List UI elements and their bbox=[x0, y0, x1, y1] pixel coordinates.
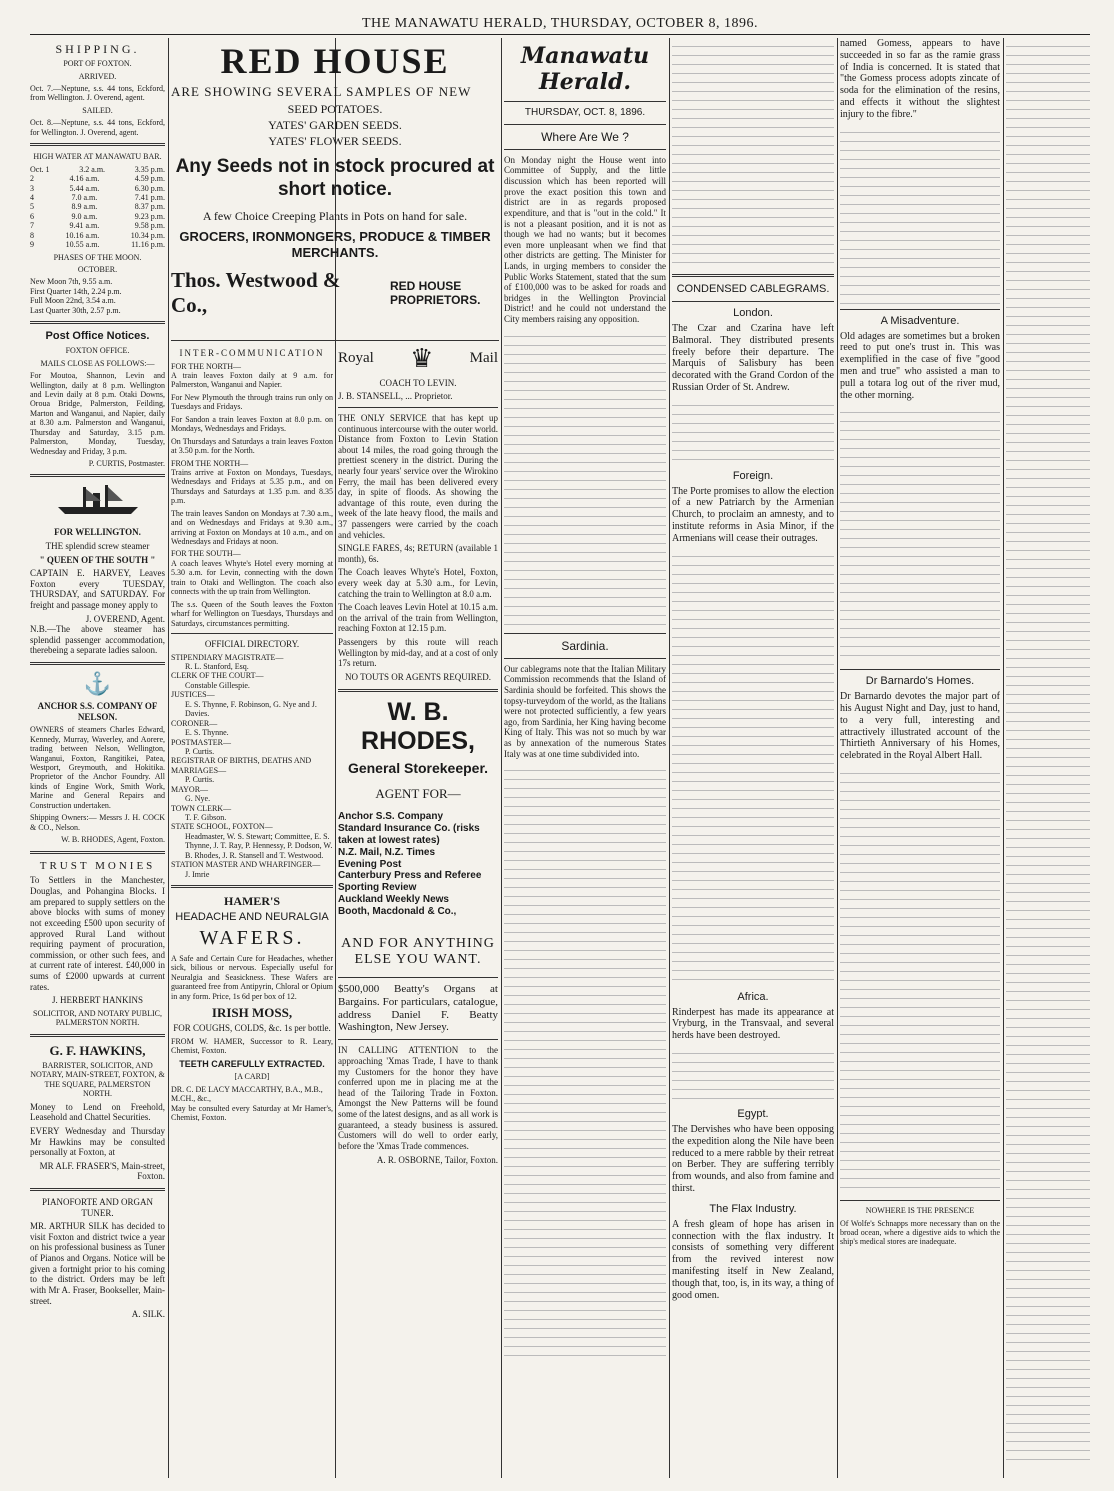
hamer-wafers: WAFERS. bbox=[199, 927, 305, 950]
directory-label: MAYOR— bbox=[171, 784, 209, 794]
masthead-title: THE MANAWATU HERALD, THURSDAY, OCTOBER 8, 1896. bbox=[362, 16, 758, 31]
article-text bbox=[1006, 38, 1090, 1468]
hawkins-money: Money to Lend on Freehold, Leasehold and Chattel Securities. bbox=[30, 1101, 165, 1123]
coach-passengers: Passengers by this route will reach Wellington by mid-day, and at a cost of only 17s return. bbox=[338, 637, 498, 669]
anchor-sign: W. B. RHODES, Agent, Foxton. bbox=[61, 835, 165, 845]
directory-value: R. L. Stanford, Esq. bbox=[185, 662, 249, 672]
royal-mail-header bbox=[338, 344, 498, 375]
red-house-item: YATES' FLOWER SEEDS. bbox=[268, 134, 402, 149]
foreign-continued bbox=[672, 548, 834, 988]
leader-heading: Where Are We ? bbox=[541, 129, 629, 144]
column-3 bbox=[338, 344, 498, 1478]
africa-continued bbox=[672, 1045, 834, 1105]
intercom-text: On Thursdays and Saturdays a train leaves Foxton at 3.50 p.m. for the North. bbox=[171, 436, 333, 456]
nowhere-heading: NOWHERE IS THE PRESENCE bbox=[865, 1206, 975, 1216]
article-text bbox=[672, 38, 834, 268]
leader-continued bbox=[504, 328, 666, 628]
red-house-firm2: RED HOUSE PROPRIETORS. bbox=[389, 278, 481, 307]
arrived-text: Oct. 7.—Neptune, s.s. 44 tons, Eckford, from Wellington. J. Overend, agent. bbox=[30, 84, 165, 103]
tide-row: 9 10.55 a.m. 11.16 p.m. bbox=[30, 240, 165, 250]
directory-value: E. S. Thynne. bbox=[185, 728, 229, 738]
africa-heading: Africa. bbox=[737, 990, 769, 1003]
intercom-text: Trains arrive at Foxton on Mondays, Tuesdays, Wednesdays and Fridays at 5.35 p.m., and on Thursdays and Saturdays at 1.35 p.m. and 8.35 p.m. bbox=[171, 467, 333, 506]
directory-label: CLERK OF THE COURT— bbox=[171, 671, 264, 681]
hamer-heading: HAMER'S bbox=[223, 894, 280, 909]
coach-fares: SINGLE FARES, 4s; RETURN (available 1 month), 6s. bbox=[338, 543, 498, 564]
trust-sign2: SOLICITOR, AND NOTARY PUBLIC, PALMERSTON NORTH. bbox=[33, 1008, 162, 1028]
intercom-text: For Sandon a train leaves Foxton at 8.0 p.m. on Mondays, Wednesdays and Fridays. bbox=[171, 414, 333, 434]
directory-value: J. Imrie bbox=[185, 869, 210, 879]
directory-value: Headmaster, W. S. Stewart; Committee, E. S. Thynne, J. T. Ray, P. Hennessy, P. Dodson, W. B. Rhodes, J. R. Stansell and T. Westwood. bbox=[185, 831, 333, 860]
tide-row: 2 4.16 a.m. 4.59 p.m. bbox=[30, 174, 165, 184]
foreign-heading: Foreign. bbox=[732, 469, 774, 482]
sardinia-body: Our cablegrams note that the Italian Military Commission recommends that the Island of Sardinia should be forfeited. This shows the topsy-turveydom of the world, as the Italians were not protected sufficiently, a few years ago, from Sardinia, her King having become King of Italy. This was not so much by war as by annexation of the numerous States Italy was at one time subdivided into. bbox=[504, 663, 666, 759]
column-rule bbox=[837, 38, 838, 1478]
wellington-heading: FOR WELLINGTON. bbox=[54, 527, 141, 538]
crest-icon: ♛ bbox=[410, 344, 434, 373]
foreign-body: The Porte promises to allow the election of a new Patriarch by the Armenian Church, to proclaim an amnesty, and to institute reforms in Asia Minor, if the Armenians will cease their outrages. bbox=[672, 485, 834, 544]
wellington-line1: THE splendid screw steamer bbox=[45, 541, 150, 551]
moon-month: OCTOBER. bbox=[77, 265, 118, 275]
red-house-plants: A few Choice Creeping Plants in Pots on hand for sale. bbox=[202, 209, 468, 224]
column-4 bbox=[504, 38, 666, 1478]
herald-date: THURSDAY, OCT. 8, 1896. bbox=[524, 106, 646, 118]
directory-label: TOWN CLERK— bbox=[171, 803, 232, 813]
red-house-ad bbox=[171, 38, 499, 338]
rhodes-and: AND FOR ANYTHING ELSE YOU WANT. bbox=[341, 935, 495, 968]
port-label: PORT OF FOXTON. bbox=[63, 59, 132, 69]
hamer-teeth: TEETH CAREFULLY EXTRACTED. bbox=[179, 1058, 325, 1069]
herald-title: Manawatu Herald. bbox=[520, 43, 650, 95]
rhodes-item: Evening Post bbox=[338, 858, 402, 870]
column-6 bbox=[840, 38, 1000, 1478]
london-continued bbox=[672, 397, 834, 467]
red-house-lead: ARE SHOWING SEVERAL SAMPLES OF NEW bbox=[171, 84, 472, 100]
anchor-icon: ⚓ bbox=[83, 671, 112, 697]
directory-value: Constable Gillespie. bbox=[185, 680, 250, 690]
directory-value: P. Curtis. bbox=[185, 775, 215, 785]
tide-row: 4 7.0 a.m. 7.41 p.m. bbox=[30, 192, 165, 202]
wellington-body: CAPTAIN E. HARVEY, Leaves Foxton every TUESDAY, THURSDAY, and SATURDAY. For freight and passage money apply to bbox=[30, 568, 165, 611]
london-body: The Czar and Czarina have left Balmoral. They distributed presents freely before their departure. The Marquis of Salisbury has been decorated with the Grand Cordon of the Russian Order of St. Andrew. bbox=[672, 322, 834, 393]
red-house-item: YATES' GARDEN SEEDS. bbox=[268, 117, 402, 132]
directory-label: POSTMASTER— bbox=[171, 737, 232, 747]
hawkins-heading: G. F. HAWKINS, bbox=[49, 1042, 146, 1058]
column-1 bbox=[30, 38, 165, 1478]
tide-row: 3 5.44 a.m. 6.30 p.m. bbox=[30, 183, 165, 193]
rhodes-agent: AGENT FOR— bbox=[375, 786, 461, 802]
tide-row: 5 8.9 a.m. 8.37 p.m. bbox=[30, 202, 165, 212]
intercom-text: The train leaves Sandon on Mondays at 7.30 a.m., and on Wednesdays and Fridays at 9.30 a.m., arriving at Foxton on Mondays at 10 a.m., and on Wednesdays and Fridays at noon. bbox=[171, 508, 333, 547]
rhodes-heading: W. B. RHODES, bbox=[361, 697, 475, 756]
egypt-body: The Dervishes who have been opposing the expedition along the Nile have been reduced to a mere rabble by their retreat on Berber. They are suffering terribly from wounds, and also from famine and thirst. bbox=[672, 1124, 834, 1194]
hamer-sub: HEADACHE AND NEURALGIA bbox=[175, 911, 329, 924]
intercom-north-label: FOR THE NORTH— bbox=[171, 361, 242, 371]
anchor-body: OWNERS of steamers Charles Edward, Kennedy, Murray, Waverley, and Aorere, trading between Nelson, Wellington, Wanganui, Foxton, Rangitikei, Patea, Westport, Greymouth, and Hokitika. Proprietor of the Anchor Foundry. All kinds of Engine Work, Smith Work, Marine and General Repairs and Construction undertaken. bbox=[30, 725, 165, 810]
coach-return: The Coach leaves Levin Hotel at 10.15 a.m. on the arrival of the train from Wellington, reaching Foxton at 12.15 p.m. bbox=[338, 602, 498, 634]
rhodes-item: Anchor S.S. Company bbox=[338, 811, 444, 823]
hamer-moss-body: FOR COUGHS, COLDS, &c. 1s per bottle. bbox=[173, 1023, 331, 1034]
rhodes-item: N.Z. Mail, N.Z. Times bbox=[338, 846, 436, 858]
misadventure-continued bbox=[840, 404, 1000, 664]
coach-leaves: The Coach leaves Whyte's Hotel, Foxton, every week day at 5.30 a.m., for Levin, catching the train to Wellington at 8.0 a.m. bbox=[338, 567, 498, 599]
coach-body: THE ONLY SERVICE that has kept up continuous intercourse with the outer world. Distance from Foxton to Levin Station about 14 miles, the road going through the prettiest scenery in the district. During the nearly four years' service over the Wirokino Ferry, the mail has been delivered every day, in spite of floods. As showing the advantage of this route, even during the week of the late heavy flood, the mails and 37 passengers were carried by the coach and vehicles. bbox=[338, 412, 498, 540]
shipping-heading: SHIPPING. bbox=[55, 42, 140, 56]
masthead bbox=[30, 16, 1090, 35]
organs-ad: $500,000 Beatty's Organs at Bargains. For particulars, catalogue, address Daniel F. Beatty Washington, New Jersey. bbox=[338, 982, 498, 1034]
directory-value: P. Curtis. bbox=[185, 746, 215, 756]
misadventure-body: Old adages are sometimes but a broken reed to put one's trust in. This was exemplified in the case of five "good men and true" who assisted a man to pull a totara log out of the river mud, the other morning. bbox=[840, 330, 1000, 401]
wellington-nb: N.B.—The above steamer has splendid passenger accommodation, therebeing a separate ladies saloon. bbox=[30, 624, 165, 656]
column-rule bbox=[501, 38, 502, 1478]
trust-body: To Settlers in the Manchester, Douglas, and Pohangina Blocks. I am prepared to supply settlers on the above blocks with sums of money not exceeding £500 upon security of approved Rural Land without requiring payment of procuration, commission, or other such fees, and at current rate of interest. £40,000 in sums of £2000 upwards at current rates. bbox=[30, 875, 165, 992]
hawkins-body: BARRISTER, SOLICITOR, AND NOTARY, MAIN-STREET, FOXTON, & THE SQUARE, PALMERSTON NORTH. bbox=[30, 1061, 165, 1099]
post-mails: MAILS CLOSE AS FOLLOWS:— bbox=[40, 358, 155, 368]
hamer-from: FROM W. HAMER, Successor to R. Leary, Chemist, Foxton. bbox=[171, 1036, 333, 1056]
column-rule bbox=[669, 38, 670, 1478]
tide-table bbox=[30, 165, 165, 250]
arrived-label: ARRIVED. bbox=[78, 71, 117, 81]
moon-phase: Last Quarter 30th, 2.57 p.m. bbox=[30, 305, 121, 315]
leader-body: On Monday night the House went into Committee of Supply, and the little discussion which has been reported will prove the exact position this town and district are in as regards proposed expenditure, and that is "out in the cold." It is not a pleasant position, and it is not as though we had no wants; but it becomes even more unpleasant when we find that other districts are getting. The Minister for Lands, in urging members to consider the Public Works Statement, stated that the sum of £100,000 was to be asked for roads and bridges in the Wellington Provincial District! and he could not understand the City members raising any opposition. bbox=[504, 154, 666, 324]
coach-heading: COACH TO LEVIN. bbox=[379, 377, 457, 388]
sardinia-heading: Sardinia. bbox=[561, 638, 609, 653]
hamer-card: [A CARD] bbox=[234, 1072, 270, 1082]
coach-proprietor: J. B. STANSELL, ... Proprietor. bbox=[338, 391, 453, 402]
royal-label: Royal bbox=[338, 350, 374, 367]
directory-label: JUSTICES— bbox=[171, 690, 215, 700]
column-7 bbox=[1006, 38, 1090, 1478]
rhodes-item: Standard Insurance Co. (risks taken at lowest rates) bbox=[338, 823, 480, 846]
hamer-dr: DR. C. DE LACY MACCARTHY, B.A., M.B., M.CH., &c., bbox=[171, 1084, 323, 1104]
anchor-agents: Shipping Owners:— Messrs J. H. COCK & CO., Nelson. bbox=[30, 813, 165, 832]
rhodes-item: Auckland Weekly News bbox=[338, 893, 449, 905]
piano-sign: A. SILK. bbox=[131, 1309, 165, 1320]
sardinia-continued bbox=[504, 762, 666, 1362]
sailed-text: Oct. 8.—Neptune, s.s. 44 tons, Eckford, for Wellington. J. Overend, agent. bbox=[30, 118, 165, 137]
tide-row: 8 10.16 a.m. 10.34 p.m. bbox=[30, 230, 165, 240]
rhodes-sub: General Storekeeper. bbox=[347, 759, 489, 776]
barnardo-continued bbox=[840, 765, 1000, 1195]
mail-label: Mail bbox=[469, 350, 498, 367]
flax-body: A fresh gleam of hope has arisen in connection with the flax industry. It consists of something very different from the revived interest now manifesting itself in New Zealand, though that, too, is, in its way, a thing of good omen. bbox=[672, 1218, 834, 1301]
cables-heading: CONDENSED CABLEGRAMS. bbox=[676, 283, 830, 295]
red-house-firm: Thos. Westwood & Co., bbox=[171, 267, 341, 317]
directory-label: STATE SCHOOL, FOXTON— bbox=[171, 822, 273, 832]
directory-value: E. S. Thynne, F. Robinson, G. Nye and J. Davies. bbox=[185, 699, 317, 719]
trust-heading: TRUST MONIES bbox=[39, 859, 156, 872]
column-rule bbox=[168, 38, 169, 1478]
osborne-sign: A. R. OSBORNE, Tailor, Foxton. bbox=[376, 1154, 498, 1165]
sailed-label: SAILED. bbox=[82, 105, 113, 115]
column-rule bbox=[1003, 38, 1004, 1478]
hamer-body: A Safe and Certain Cure for Headaches, whether sick, bilious or nervous. Especially useful for Neuralgia and Seasickness. These Wafers are guaranteed free from Antipyrin, Chloral or Opium in any form. Price, 1s 6d per box of 12. bbox=[171, 953, 333, 1001]
wellington-agent: J. OVEREND, Agent. bbox=[85, 613, 165, 624]
intercom-text: For New Plymouth the through trains run only on Tuesdays and Fridays. bbox=[171, 392, 333, 412]
trust-sign: J. HERBERT HANKINS bbox=[51, 995, 144, 1006]
directory-heading: OFFICIAL DIRECTORY. bbox=[204, 638, 300, 649]
intercom-south-label: FOR THE SOUTH— bbox=[171, 549, 241, 559]
gomess-text: named Gomess, appears to have succeeded in so far as the ramie grass of India is concerned. It is stated that "the Gomess process adopts zincate of soda for the elimination of the resins, and effects it without the slightest injury to the fibre." bbox=[840, 38, 1000, 120]
steamer-icon bbox=[30, 483, 165, 523]
intercom-text: A train leaves Foxton daily at 9 a.m. for Palmerston, Wanganui and Napier. bbox=[171, 371, 333, 390]
piano-body: MR. ARTHUR SILK has decided to visit Foxton and district twice a year on his professional business as Tuner of Pianos and Organs. Notice will be given a fortnight prior to his coming to the district. Orders may be left with Mr A. Fraser, Bookseller, Main-street. bbox=[30, 1221, 165, 1306]
red-house-item: SEED POTATOES. bbox=[287, 101, 383, 116]
hamer-moss: IRISH MOSS, bbox=[211, 1005, 293, 1020]
intercom-from-label: FROM THE NORTH— bbox=[171, 458, 249, 468]
moon-phase: First Quarter 14th, 2.24 p.m. bbox=[30, 286, 122, 296]
hawkins-every: EVERY Wednesday and Thursday Mr Hawkins may be consulted personally at Foxton, at bbox=[30, 1125, 165, 1158]
column-5 bbox=[672, 38, 834, 1478]
post-sign: P. CURTIS, Postmaster. bbox=[88, 459, 165, 468]
piano-heading: PIANOFORTE AND ORGAN TUNER. bbox=[42, 1197, 153, 1218]
directory-label: CORONER— bbox=[171, 718, 218, 728]
barnardo-heading: Dr Barnardo's Homes. bbox=[865, 675, 975, 688]
intercom-text: A coach leaves Whyte's Hotel every morning at 5.30 a.m. for Levin, connecting with the down train to Otaki and Wellington. The coach also connects with the up train from Wellington. bbox=[171, 558, 333, 597]
tide-row: 7 9.41 a.m. 9.58 p.m. bbox=[30, 221, 165, 231]
osborne-body: IN CALLING ATTENTION to the approaching 'Xmas Trade, I have to thank my Customers for the honor they have conferred upon me in placing me at the head of the Tailoring Trade in Foxton. Amongst the New Patterns will be found some of the latest designs, and as all work is guaranteed, a steady business is assured. Customers will do well to order early, before the 'Xmas Trade commences. bbox=[338, 1045, 498, 1151]
directory-value: T. F. Gibson. bbox=[185, 813, 227, 823]
africa-body: Rinderpest has made its appearance at Vryburg, in the Transvaal, and several herds have been destroyed. bbox=[672, 1006, 834, 1042]
coach-touts: NO TOUTS OR AGENTS REQUIRED. bbox=[345, 671, 491, 682]
rhodes-item: Canterbury Press and Referee bbox=[338, 870, 482, 882]
rhodes-item: Sporting Review bbox=[338, 882, 417, 894]
post-heading: Post Office Notices. bbox=[45, 330, 150, 343]
post-body: For Moutoa, Shannon, Levin and Wellington, daily at 8 p.m. Wellington and Levin daily at 8 p.m. Otaki Downs, Oroua Bridge, Palmerston, Feilding, Marton and Wanganui, and Napier, daily at 8.30 a.m. Palmerston and Wanganui, Thursday and Saturday, 3.15 p.m. Palmerston, Monday, Tuesday, Wednesday and Friday, 3 p.m. bbox=[30, 371, 165, 456]
nowhere-body: Of Wolfe's Schnapps more necessary than on the broad ocean, where a digestive aids to which the ship's medical stores are inadequate. bbox=[840, 1218, 1000, 1247]
red-house-trades: GROCERS, IRONMONGERS, PRODUCE & TIMBER MERCHANTS. bbox=[179, 229, 491, 260]
hamer-consult: May be consulted every Saturday at Mr Hamer's, Chemist, Foxton. bbox=[171, 1103, 333, 1123]
moon-phase: Full Moon 22nd, 3.54 a.m. bbox=[30, 296, 116, 306]
moon-phase: New Moon 7th, 9.55 a.m. bbox=[30, 277, 113, 287]
misadventure-heading: A Misadventure. bbox=[880, 314, 960, 327]
rhodes-item: Booth, Macdonald & Co., bbox=[338, 905, 457, 917]
directory-label: REGISTRAR OF BIRTHS, DEATHS AND MARRIAGES— bbox=[171, 756, 312, 775]
hawkins-place: MR ALF. FRASER'S, Main-street, Foxton. bbox=[39, 1160, 165, 1182]
tides-heading: HIGH WATER AT MANAWATU BAR. bbox=[33, 152, 162, 162]
egypt-heading: Egypt. bbox=[737, 1108, 769, 1121]
gomess-continued bbox=[840, 124, 1000, 304]
directory-value: G. Nye. bbox=[185, 794, 211, 804]
red-house-heading: RED HOUSE bbox=[220, 41, 450, 81]
directory-label: STATION MASTER AND WHARFINGER— bbox=[171, 860, 321, 870]
directory-label: STIPENDIARY MAGISTRATE— bbox=[171, 652, 284, 662]
tide-row: 6 9.0 a.m. 9.23 p.m. bbox=[30, 211, 165, 221]
red-house-seeds: Any Seeds not in stock procured at short notice. bbox=[175, 156, 495, 200]
intercom-text: The s.s. Queen of the South leaves the Foxton wharf for Wellington on Tuesdays, Thursdays and Saturdays, circumstances permitting. bbox=[171, 599, 333, 628]
intercom-heading: INTER-COMMUNICATION bbox=[179, 348, 325, 358]
post-office: FOXTON OFFICE. bbox=[65, 346, 130, 356]
london-heading: London. bbox=[733, 306, 773, 319]
flax-heading: The Flax Industry. bbox=[709, 1202, 797, 1215]
moon-heading: PHASES OF THE MOON. bbox=[53, 252, 142, 262]
barnardo-body: Dr Barnardo devotes the major part of his August Night and Day, just to hand, to a very full, interesting and attractively illustrated account of the Thirtieth Anniversary of his Homes, celebrated in the Royal Albert Hall. bbox=[840, 691, 1000, 762]
tide-row: Oct. 1 3.2 a.m. 3.35 p.m. bbox=[30, 164, 165, 174]
column-2 bbox=[171, 344, 333, 1478]
anchor-heading: ANCHOR S.S. COMPANY OF NELSON. bbox=[37, 701, 158, 722]
wellington-ship: " QUEEN OF THE SOUTH " bbox=[39, 554, 156, 565]
